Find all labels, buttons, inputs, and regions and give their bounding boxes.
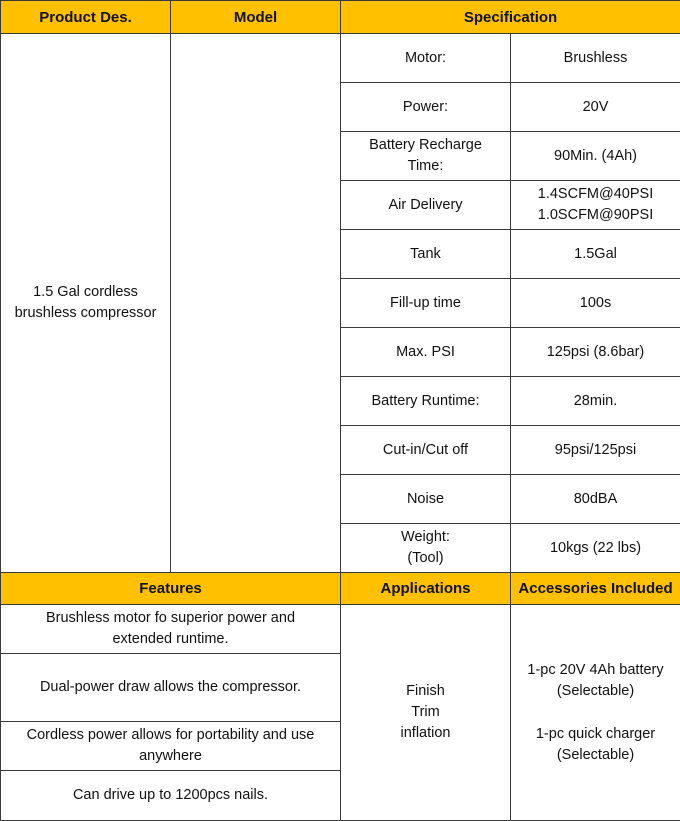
spec-label-power: Power: (341, 83, 511, 132)
spec-value-tank: 1.5Gal (511, 230, 680, 279)
header-specification: Specification (341, 1, 680, 34)
feature-item: Can drive up to 1200pcs nails. (1, 771, 341, 821)
spec-value-power: 20V (511, 83, 680, 132)
header-applications: Applications (341, 573, 511, 605)
spec-label-tank: Tank (341, 230, 511, 279)
feature-item: Cordless power allows for portability and use anywhere (1, 722, 341, 771)
header-model: Model (171, 1, 341, 34)
header-accessories: Accessories Included (511, 573, 680, 605)
application-item: inflation (400, 725, 451, 741)
spec-value-noise: 80dBA (511, 475, 680, 524)
feature-item: Dual-power draw allows the compressor. (1, 654, 341, 722)
spec-value-recharge-time: 90Min. (4Ah) (511, 132, 680, 181)
application-item: Trim (411, 704, 440, 720)
spec-value-cut-in-cut-off: 95psi/125psi (511, 426, 680, 475)
product-description-line: brushless compressor (14, 305, 157, 321)
spec-value-max-psi: 125psi (8.6bar) (511, 328, 680, 377)
spec-label-noise: Noise (341, 475, 511, 524)
spec-value-air-delivery: 1.4SCFM@40PSI 1.0SCFM@90PSI (511, 181, 680, 230)
feature-item: Brushless motor fo superior power and extended runtime. (1, 605, 341, 654)
product-description-cell (1, 34, 171, 573)
accessory-note: (Selectable) (556, 682, 635, 699)
application-item: Finish (406, 683, 445, 699)
spec-label-fill-up-time: Fill-up time (341, 279, 511, 328)
spec-label-recharge-time: Battery Recharge Time: (341, 132, 511, 181)
spec-label-battery-runtime: Battery Runtime: (341, 377, 511, 426)
product-description-line: 1.5 Gal cordless (33, 284, 138, 300)
spec-value-motor: Brushless (511, 34, 680, 83)
header-features: Features (1, 573, 341, 605)
spec-value-fill-up-time: 100s (511, 279, 680, 328)
spec-label-weight: Weight: (Tool) (341, 524, 511, 573)
spec-label-max-psi: Max. PSI (341, 328, 511, 377)
accessory-item: 1-pc quick charger (535, 725, 656, 742)
accessory-note: (Selectable) (556, 746, 635, 763)
applications-cell (341, 605, 511, 821)
model-cell (171, 34, 341, 573)
spec-value-weight: 10kgs (22 lbs) (511, 524, 680, 573)
spec-label-motor: Motor: (341, 34, 511, 83)
spec-label-cut-in-cut-off: Cut-in/Cut off (341, 426, 511, 475)
header-product-des: Product Des. (1, 1, 171, 34)
accessory-item: 1-pc 20V 4Ah battery (527, 661, 664, 678)
spec-value-battery-runtime: 28min. (511, 377, 680, 426)
spec-label-air-delivery: Air Delivery (341, 181, 511, 230)
accessories-cell (511, 605, 680, 821)
